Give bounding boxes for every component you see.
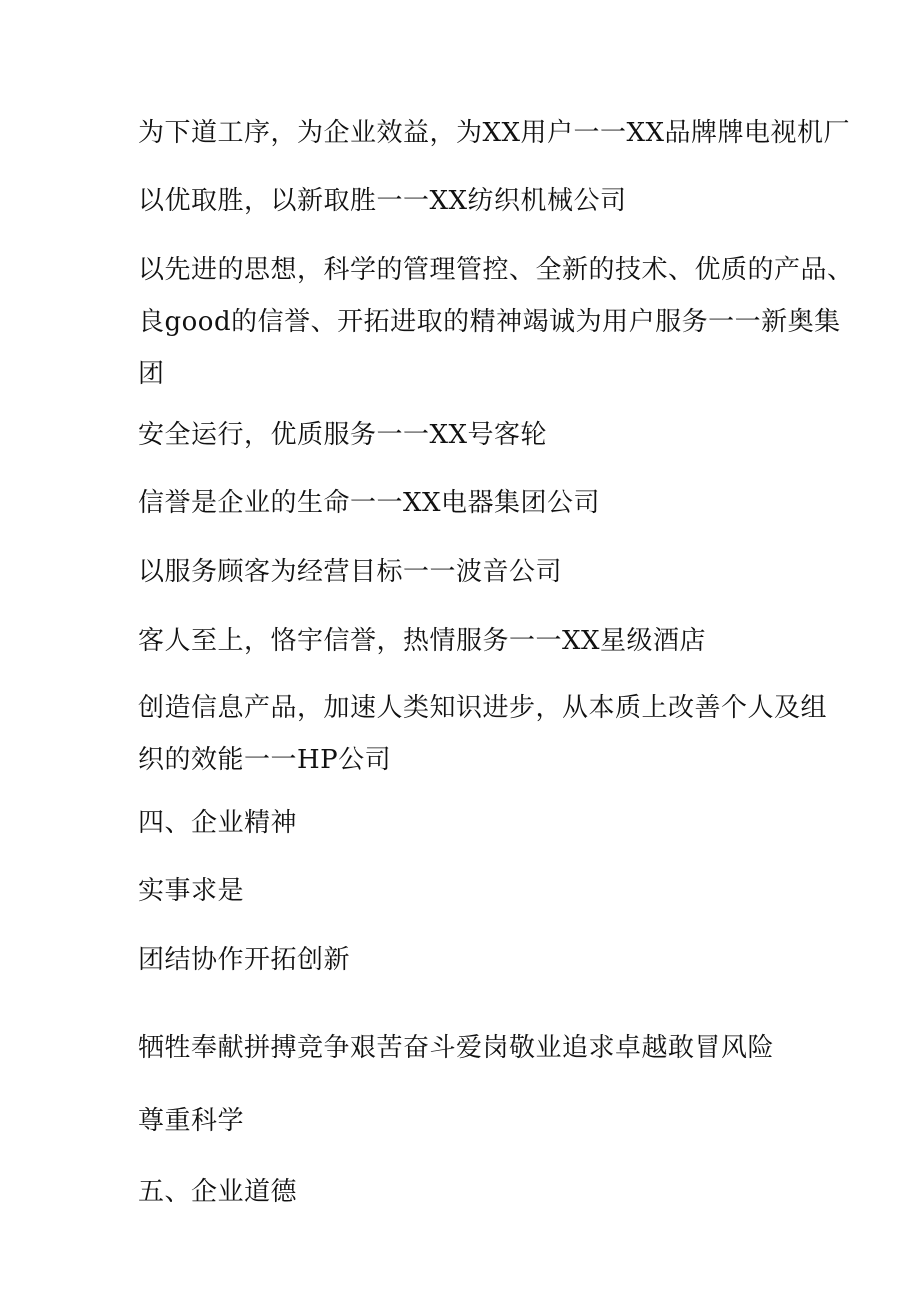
text-line: 实事求是 <box>138 876 245 906</box>
section-heading: 四、企业精神 <box>138 808 298 838</box>
text-paragraph <box>138 682 838 786</box>
text-line: 团 <box>138 359 165 389</box>
text-line: 以优取胜，以新取胜一一XX纺织机械公司 <box>138 186 627 216</box>
text-line: 牺牲奉献拼搏竞争艰苦奋斗爱岗敬业追求卓越敢冒风险 <box>138 1033 775 1063</box>
text-line: 信誉是企业的生命一一XX电器集团公司 <box>138 488 601 518</box>
text-line: 客人至上，恪宇信誉，热情服务一一XX星级酒店 <box>138 626 707 656</box>
text-line: 良good的信誉、开拓进取的精神竭诚为用户服务一一新奥集 <box>138 307 841 337</box>
text-line: 团结协作开拓创新 <box>138 945 351 975</box>
text-line: 以服务顾客为经营目标一一波音公司 <box>138 557 563 587</box>
text-paragraph <box>138 244 854 400</box>
text-line: 为下道工序，为企业效益，为XX用户一一XX品牌牌电视机厂 <box>138 118 851 148</box>
text-line: 织的效能一一HP公司 <box>138 745 392 775</box>
text-line: 安全运行，优质服务一一XX号客轮 <box>138 420 548 450</box>
section-heading: 五、企业道德 <box>138 1177 298 1207</box>
text-line: 创造信息产品，加速人类知识进步，从本质上改善个人及组 <box>138 693 828 723</box>
text-line: 以先进的思想，科学的管理管控、全新的技术、优质的产品、 <box>138 255 854 285</box>
text-line: 尊重科学 <box>138 1106 245 1136</box>
